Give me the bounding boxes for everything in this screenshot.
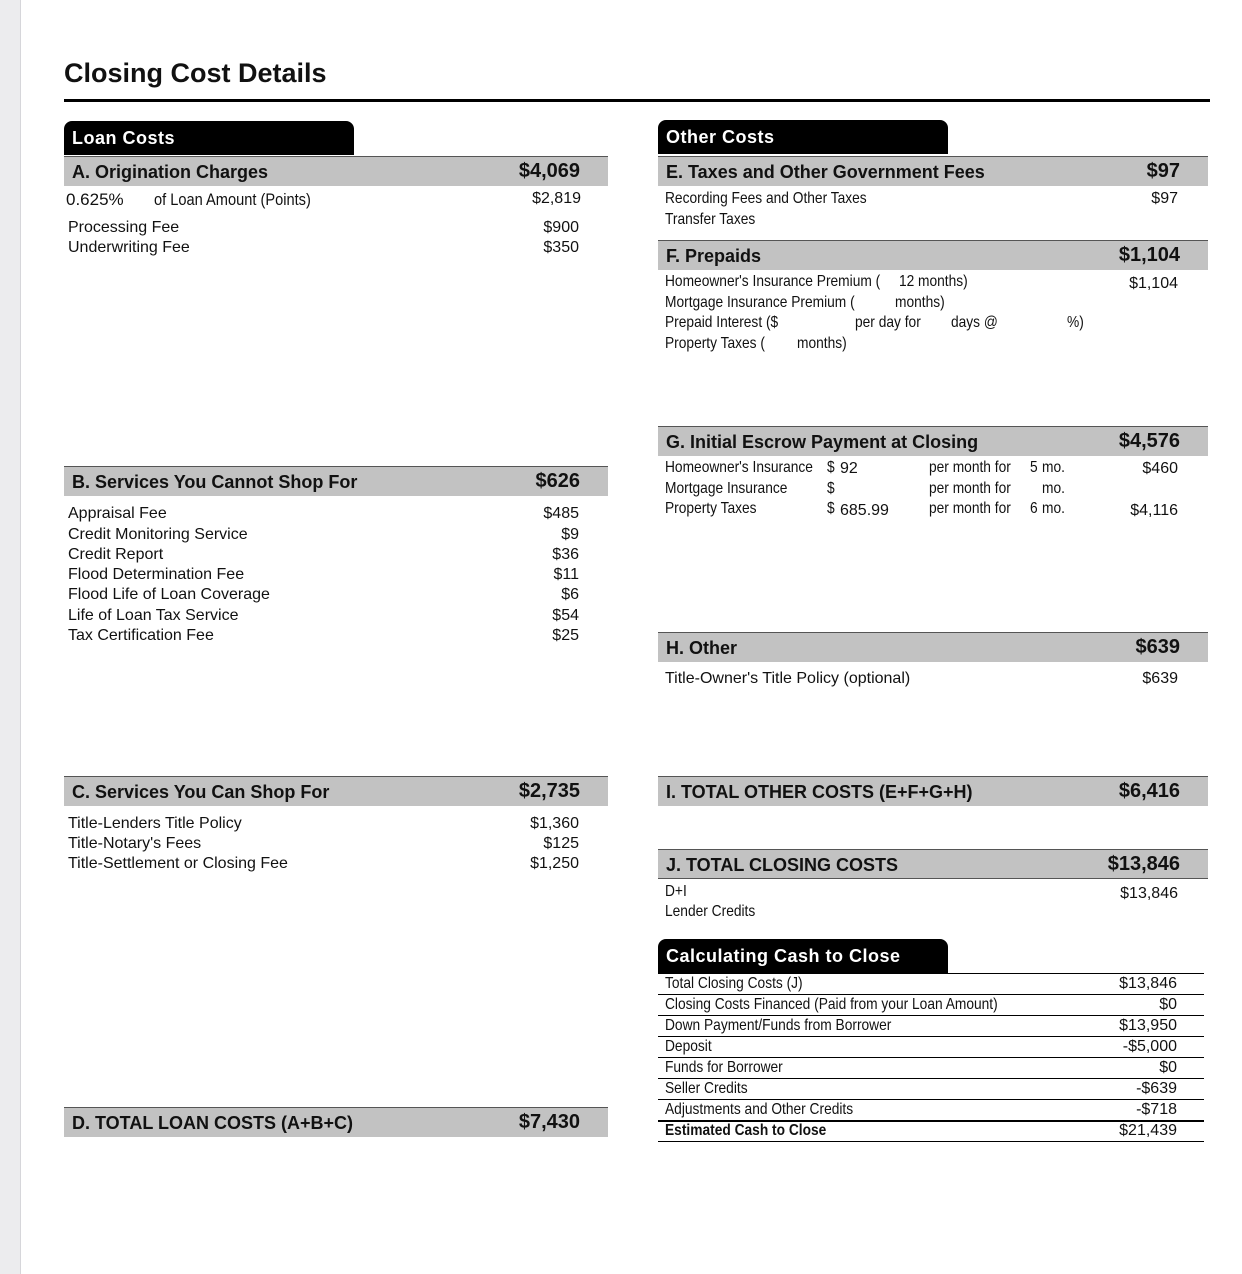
estimated-cash-to-close-amount: $21,439	[1119, 1122, 1177, 1139]
recording-fees-label: Recording Fees and Other Taxes	[665, 190, 867, 207]
section-c-label: C. Services You Can Shop For	[72, 782, 330, 802]
section-e-header	[658, 156, 1208, 186]
recording-fees-amount: $97	[1151, 190, 1178, 207]
section-e-label: E. Taxes and Other Government Fees	[666, 162, 985, 182]
line-item-amount: $25	[552, 627, 579, 644]
cash-to-close-row-amount: $13,846	[1119, 975, 1177, 992]
escrow-row-dollar: $	[827, 459, 835, 476]
cash-to-close-row-amount: -$5,000	[1122, 1038, 1177, 1055]
section-e-total: $97	[1146, 160, 1180, 182]
section-h-total: $639	[1135, 636, 1180, 658]
section-c-total: $2,735	[518, 780, 580, 802]
cash-to-close-row-amount: $0	[1159, 1059, 1177, 1076]
line-item-label: Flood Determination Fee	[68, 566, 245, 583]
escrow-row-dollar: $	[827, 500, 835, 517]
line-item-label: Credit Monitoring Service	[68, 526, 248, 543]
cash-to-close-row-label: Adjustments and Other Credits	[665, 1101, 854, 1118]
cash-to-close-row-amount: -$639	[1136, 1080, 1177, 1097]
cash-to-close-row	[658, 1016, 1204, 1037]
escrow-row-monthly: 685.99	[840, 502, 889, 519]
cash-to-close-row-label: Funds for Borrower	[665, 1059, 783, 1076]
section-d-total: $7,430	[518, 1111, 580, 1133]
property-taxes-suffix: months)	[797, 335, 847, 352]
escrow-row-per: per month for	[929, 459, 1011, 476]
line-item-label: Title-Notary's Fees	[68, 835, 202, 852]
section-d-label: D. TOTAL LOAN COSTS (A+B+C)	[72, 1113, 354, 1133]
escrow-row-amount: $4,116	[1130, 502, 1178, 519]
cash-to-close-row	[658, 1058, 1204, 1079]
escrow-row-label: Property Taxes	[665, 500, 757, 517]
section-j-total: $13,846	[1107, 853, 1180, 875]
transfer-taxes-label: Transfer Taxes	[665, 211, 756, 228]
escrow-row-per: per month for	[929, 480, 1011, 497]
estimated-cash-to-close-label: Estimated Cash to Close	[665, 1122, 827, 1139]
escrow-row-label: Mortgage Insurance	[665, 480, 788, 497]
line-item-amount: $11	[553, 566, 579, 583]
section-a-total: $4,069	[518, 160, 580, 182]
line-item-amount: $54	[552, 607, 579, 624]
escrow-row-months: 6	[1030, 500, 1038, 517]
escrow-row-mo: mo.	[1042, 459, 1065, 476]
lender-credits-label: Lender Credits	[665, 903, 756, 920]
section-g-label: G. Initial Escrow Payment at Closing	[666, 432, 979, 452]
line-item-amount: $1,250	[530, 855, 579, 872]
points-label: of Loan Amount (Points)	[154, 190, 311, 209]
escrow-row-months: 5	[1030, 459, 1038, 476]
prepaid-interest-pct: %)	[1067, 314, 1084, 331]
escrow-row-monthly: 92	[840, 460, 858, 477]
prepaid-interest-per-day: per day for	[855, 314, 921, 331]
cash-to-close-row-amount: $0	[1159, 996, 1177, 1013]
line-item-amount: $125	[543, 835, 579, 852]
line-item-amount: $485	[543, 505, 579, 522]
section-f-total: $1,104	[1118, 244, 1180, 266]
cash-to-close-row-label: Closing Costs Financed (Paid from your Loan Amount)	[665, 996, 998, 1013]
prepaid-interest-days: days @	[951, 314, 998, 331]
escrow-row-mo: mo.	[1042, 500, 1065, 517]
cash-to-close-row	[658, 995, 1204, 1016]
section-f-header	[658, 240, 1208, 270]
section-f-label: F. Prepaids	[666, 246, 762, 266]
section-b-total: $626	[535, 470, 580, 492]
line-item-amount: $639	[1142, 670, 1178, 687]
section-i-total: $6,416	[1118, 780, 1180, 802]
cash-to-close-final-row	[658, 1121, 1204, 1142]
line-item-label: Underwriting Fee	[68, 239, 190, 256]
section-g-total: $4,576	[1118, 430, 1180, 452]
section-b-label: B. Services You Cannot Shop For	[72, 472, 358, 492]
cash-to-close-tab: Calculating Cash to Close	[658, 939, 948, 973]
page-title: Closing Cost Details	[64, 58, 327, 88]
cash-to-close-row-amount: $13,950	[1119, 1017, 1177, 1034]
property-taxes-label: Property Taxes (	[665, 335, 765, 352]
hoi-premium-label: Homeowner's Insurance Premium (	[665, 273, 881, 290]
section-c-header	[64, 776, 608, 806]
cash-to-close-row-label: Total Closing Costs (J)	[665, 975, 803, 992]
line-item-label: Life of Loan Tax Service	[68, 607, 239, 624]
cash-to-close-row-amount: -$718	[1136, 1101, 1177, 1118]
section-h-label: H. Other	[666, 638, 738, 658]
viewer-left-margin	[0, 0, 21, 1274]
escrow-row-mo: mo.	[1042, 480, 1065, 497]
line-item-amount: $350	[543, 239, 579, 256]
section-i-header	[658, 776, 1208, 806]
other-costs-tab: Other Costs	[658, 120, 948, 154]
cash-to-close-row-label: Seller Credits	[665, 1080, 748, 1097]
cash-to-close-row-label: Deposit	[665, 1038, 712, 1055]
line-item-amount: $9	[561, 526, 579, 543]
line-item-label: Title-Owner's Title Policy (optional)	[665, 670, 911, 687]
escrow-row-amount: $460	[1142, 460, 1178, 477]
line-item-amount: $36	[552, 546, 579, 563]
cash-to-close-row	[658, 1079, 1204, 1100]
cash-to-close-row	[658, 1100, 1204, 1122]
cash-to-close-row-label: Down Payment/Funds from Borrower	[665, 1017, 892, 1034]
section-j-header	[658, 849, 1208, 879]
section-a-header	[64, 156, 608, 186]
section-i-label: I. TOTAL OTHER COSTS (E+F+G+H)	[666, 782, 973, 802]
line-item-amount: $6	[561, 586, 579, 603]
section-b-header	[64, 466, 608, 496]
loan-costs-tab: Loan Costs	[64, 121, 354, 155]
line-item-label: Flood Life of Loan Coverage	[68, 586, 270, 603]
section-g-header	[658, 426, 1208, 456]
cash-to-close-row	[658, 974, 1204, 995]
section-j-label: J. TOTAL CLOSING COSTS	[666, 855, 899, 875]
prepaid-interest-label: Prepaid Interest ($	[665, 314, 779, 331]
title-rule	[64, 99, 1210, 102]
hoi-premium-suffix: months)	[918, 273, 968, 290]
points-percent: 0.625%	[66, 190, 124, 209]
line-item-amount: $1,360	[530, 815, 579, 832]
d-plus-i-label: D+I	[665, 883, 687, 900]
hoi-premium-months: 12	[899, 273, 915, 290]
points-amount: $2,819	[532, 190, 581, 207]
escrow-row-dollar: $	[827, 480, 835, 497]
cash-to-close-row	[658, 1037, 1204, 1058]
escrow-row-label: Homeowner's Insurance	[665, 459, 813, 476]
line-item-label: Title-Settlement or Closing Fee	[68, 855, 288, 872]
escrow-row-per: per month for	[929, 500, 1011, 517]
line-item-label: Credit Report	[68, 546, 164, 563]
section-d-header	[64, 1107, 608, 1137]
hoi-premium-amount: $1,104	[1129, 275, 1178, 292]
line-item-label: Tax Certification Fee	[68, 627, 214, 644]
section-a-label: A. Origination Charges	[72, 162, 269, 182]
line-item-label: Processing Fee	[68, 219, 180, 236]
line-item-label: Appraisal Fee	[68, 505, 167, 522]
section-h-header	[658, 632, 1208, 662]
d-plus-i-amount: $13,846	[1120, 885, 1178, 902]
line-item-label: Title-Lenders Title Policy	[68, 815, 242, 832]
mip-label: Mortgage Insurance Premium (	[665, 294, 855, 311]
mip-suffix: months)	[895, 294, 945, 311]
line-item-amount: $900	[543, 219, 579, 236]
